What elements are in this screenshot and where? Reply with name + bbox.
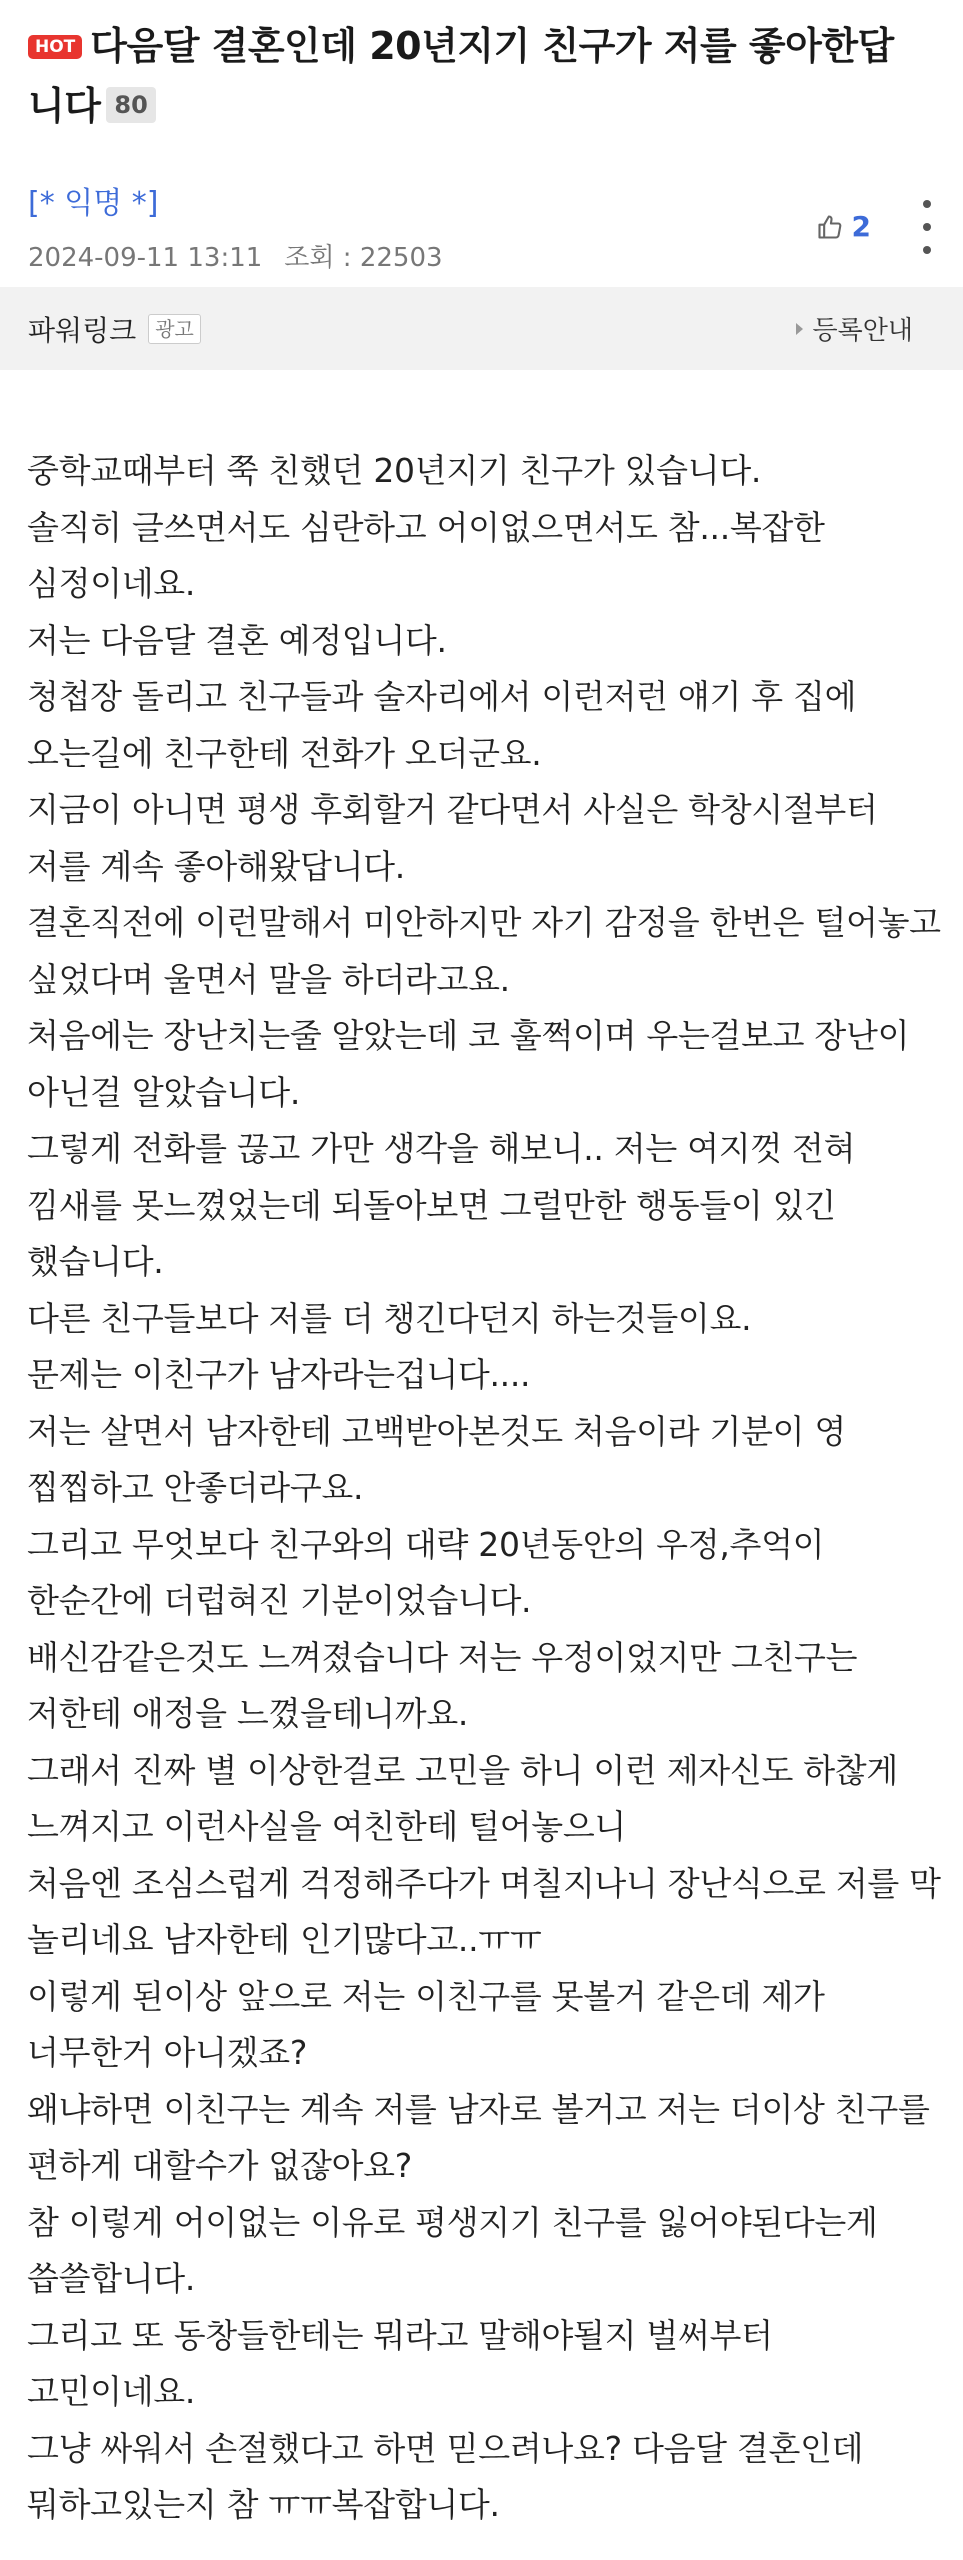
post-body-line: 왜냐하면 이친구는 계속 저를 남자로 볼거고 저는 더이상 친구를 편하게 대할수가 없잖아요? [27, 2089, 930, 2185]
post-body [0, 370, 963, 2534]
more-dot [923, 246, 931, 254]
like-count: 2 [851, 210, 871, 243]
more-dot [923, 223, 931, 231]
more-vertical-icon [923, 200, 931, 208]
triangle-right-icon [796, 323, 803, 335]
post-body-line: 문제는 이친구가 남자라는겁니다.... [27, 1355, 531, 1394]
ad-badge: 광고 [148, 314, 201, 344]
post-body-line: 배신감같은것도 느껴졌습니다 저는 우정이었지만 그친구는 저한테 애정을 느꼈을테니까요. [27, 1637, 858, 1733]
comment-count-badge[interactable]: 80 [106, 87, 155, 123]
post-body-line: 그렇게 전화를 끊고 가만 생각을 해보니.. 저는 여지껏 전혀 낌새를 못느꼈었는데 되돌아보면 그럴만한 행동들이 있긴 했습니다. [27, 1129, 856, 1281]
post-body-line: 처음엔 조심스럽게 걱정해주다가 며칠지나니 장난식으로 저를 막 놀리네요 남자한테 인기많다고..ㅠㅠ [27, 1863, 941, 1959]
post-header [0, 0, 963, 287]
view-count: 조회 : 22503 [284, 243, 443, 273]
post-title-row [28, 16, 935, 136]
hot-badge: HOT [28, 35, 82, 59]
post-meta [28, 242, 935, 274]
author-name[interactable]: [* 익명 *] [28, 186, 159, 221]
post-body-line: 참 이렇게 어이없는 이유로 평생지기 친구를 잃어야된다는게 씁쓸합니다. [27, 2202, 878, 2298]
post-body-line: 중학교때부터 쭉 친했던 20년지기 친구가 있습니다. [27, 451, 762, 490]
post-body-line: 저는 다음달 결혼 예정입니다. [27, 620, 447, 660]
post-body-line: 그리고 또 동창들한테는 뭐라고 말해야될지 벌써부터 고민이네요. [27, 2315, 773, 2411]
post-body-line: 이렇게 된이상 앞으로 저는 이친구를 못볼거 같은데 제가 너무한거 아니겠죠? [27, 1976, 825, 2072]
post-body-line: 솔직히 글쓰면서도 심란하고 어이없으면서도 참...복잡한 심정이네요. [27, 507, 825, 603]
post-body-line: 처음에는 장난치는줄 알았는데 코 훌쩍이며 우는걸보고 장난이 아닌걸 알았습니다. [27, 1016, 910, 1112]
post-body-line: 그래서 진짜 별 이상한걸로 고민을 하니 이런 제자신도 하찮게 느껴지고 이런사실을 여친한테 털어놓으니 [27, 1750, 898, 1846]
post-title: 다음달 결혼인데 20년지기 친구가 저를 좋아한답니다 [28, 24, 894, 128]
register-info-label: 등록안내 [812, 316, 913, 346]
powerlink-title: 파워링크 [28, 313, 137, 347]
post-body-line: 다른 친구들보다 저를 더 챙긴다던지 하는것들이요. [27, 1298, 752, 1338]
thumbs-up-icon [816, 213, 844, 241]
post-body-line: 결혼직전에 이런말해서 미안하지만 자기 감정을 한번은 털어놓고 싶었다며 울면서 말을 하더라고요. [27, 903, 941, 999]
powerlink-bar [0, 287, 963, 370]
post-body-line: 청첩장 돌리고 친구들과 술자리에서 이런저런 얘기 후 집에 오는길에 친구한테 전화가 오더군요. [27, 677, 857, 773]
post-date: 2024-09-11 13:11 [28, 243, 263, 273]
like-button[interactable] [816, 210, 871, 243]
post-body-line: 그냥 싸워서 손절했다고 하면 믿으려나요? 다음달 결혼인데 뭐하고있는지 참 ㅠㅠ복잡합니다. [27, 2428, 864, 2524]
register-info-link[interactable] [796, 310, 913, 347]
post-body-line: 그리고 무엇보다 친구와의 대략 20년동안의 우정,추억이 한순간에 더럽혀진 기분이었습니다. [27, 1524, 825, 1620]
post-body-line: 지금이 아니면 평생 후회할거 같다면서 사실은 학창시절부터 저를 계속 좋아해왔답니다. [27, 790, 878, 886]
post-body-line: 저는 살면서 남자한테 고백받아본것도 처음이라 기분이 영 찝찝하고 안좋더라구요. [27, 1411, 847, 1507]
more-options-button[interactable] [915, 200, 939, 254]
